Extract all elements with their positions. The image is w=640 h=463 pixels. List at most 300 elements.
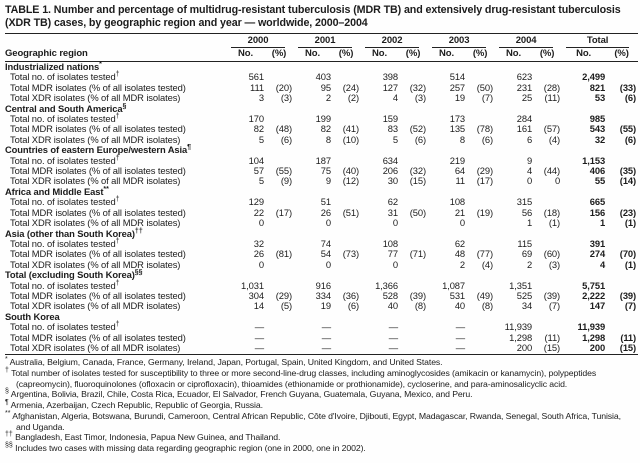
row-label: Total XDR isolates (% of all MDR isolates)	[10, 258, 181, 270]
value-cell: (70)	[619, 248, 637, 260]
value-cell: 95	[320, 81, 332, 93]
value-cell: (29)	[476, 165, 494, 177]
value-cell: —	[388, 331, 399, 343]
year-group-underline: 2004	[499, 35, 553, 48]
value-cell: (29)	[275, 289, 293, 301]
year-group-underline: 2002	[365, 35, 419, 48]
value-cell: 315	[516, 196, 533, 208]
value-cell: 514	[449, 71, 466, 83]
value-cell: (17)	[275, 206, 293, 218]
value-cell: (2)	[347, 92, 360, 104]
value-cell: (1)	[624, 258, 637, 270]
geographic-region-header: Geographic region	[5, 34, 227, 62]
value-cell: 406	[589, 165, 606, 177]
value-cell	[331, 333, 361, 343]
row-footnote-marker: †	[115, 196, 120, 204]
value-cell	[398, 322, 428, 332]
value-cell: (17)	[476, 175, 494, 187]
value-cell: 634	[382, 154, 399, 166]
value-cell: 77	[387, 248, 399, 260]
value-cell: (4)	[481, 258, 494, 270]
value-cell: (7)	[624, 300, 637, 312]
value-cell: (52)	[409, 123, 427, 135]
region-footnote-marker: §§	[134, 269, 143, 276]
value-cell: 173	[449, 113, 466, 125]
value-cell: —	[294, 343, 331, 355]
value-cell: 56	[521, 206, 533, 218]
value-cell: 25	[521, 92, 533, 104]
value-cell: 2	[459, 258, 466, 270]
footnote	[5, 411, 635, 432]
value-cell: (73)	[342, 248, 360, 260]
value-cell: (20)	[275, 81, 293, 93]
row-label: Total XDR isolates (% of all MDR isolates)	[10, 300, 181, 312]
value-cell: (33)	[619, 81, 637, 93]
footnote-marker: §§	[5, 442, 13, 450]
value-cell: 821	[589, 81, 606, 93]
value-cell: (3)	[414, 92, 427, 104]
value-cell: (7)	[481, 92, 494, 104]
value-cell: (1)	[624, 217, 637, 229]
value-cell: 5	[258, 133, 264, 145]
year-group-underline: Total	[566, 35, 629, 48]
value-cell: 8	[325, 133, 332, 145]
value-cell: (55)	[619, 123, 637, 135]
value-cell	[264, 343, 294, 355]
value-cell: (39)	[409, 289, 427, 301]
value-cell: (15)	[605, 343, 638, 355]
value-cell: 26	[253, 248, 264, 260]
footnote	[5, 432, 635, 443]
value-cell	[465, 333, 495, 343]
row-label: Total no. of isolates tested	[10, 154, 116, 166]
row-footnote-marker: †	[115, 237, 120, 245]
value-cell: (5)	[280, 300, 293, 312]
value-cell: (11)	[544, 92, 561, 104]
footnote-marker: **	[5, 410, 11, 417]
value-cell: 1	[526, 217, 533, 229]
value-cell: (48)	[275, 123, 293, 135]
row-label: Total XDR isolates (% of all MDR isolates)	[10, 133, 181, 145]
region-name: South Korea	[5, 310, 60, 322]
region-footnote-marker: *	[99, 60, 102, 68]
row-label: Total no. of isolates tested	[10, 71, 116, 83]
value-cell	[398, 333, 428, 343]
value-cell: 21	[454, 206, 466, 218]
value-cell: 69	[521, 248, 533, 260]
value-cell: (1)	[548, 217, 561, 229]
subheader-no: No.	[562, 48, 605, 62]
subheader-no: No.	[361, 48, 398, 62]
value-cell: 304	[248, 289, 264, 301]
value-cell	[264, 322, 294, 332]
value-cell: 75	[320, 165, 332, 177]
subheader-pct: (%)	[398, 48, 428, 62]
value-cell	[331, 322, 361, 332]
value-cell: (51)	[342, 206, 360, 218]
value-cell: 4	[526, 165, 533, 177]
value-cell: 257	[449, 81, 466, 93]
value-cell: 2	[325, 92, 332, 104]
value-cell: 1,351	[509, 279, 533, 291]
value-cell: 1,153	[582, 154, 606, 166]
value-cell: (39)	[543, 289, 561, 301]
value-cell: 127	[382, 81, 399, 93]
mdr-xdr-table	[5, 33, 638, 355]
value-cell	[398, 343, 428, 355]
row-footnote-marker: †	[115, 321, 120, 329]
value-cell: 147	[589, 300, 606, 312]
value-cell: —	[254, 321, 264, 333]
value-cell: 40	[454, 300, 466, 312]
value-cell: 0	[392, 258, 399, 270]
value-cell: (40)	[342, 165, 360, 177]
value-cell: 51	[320, 196, 332, 208]
region-name: Africa and Middle East	[5, 185, 104, 197]
region-name: Central and South America	[5, 102, 123, 114]
value-cell: 11,939	[504, 321, 533, 333]
value-cell: 219	[449, 154, 466, 166]
value-cell: 54	[320, 248, 332, 260]
value-cell: 2,222	[582, 289, 606, 301]
value-cell: (32)	[409, 165, 427, 177]
value-cell: 5	[392, 133, 399, 145]
value-cell: 108	[382, 237, 399, 249]
value-cell: (41)	[342, 123, 360, 135]
value-cell: (6)	[347, 300, 360, 312]
value-cell	[331, 218, 361, 228]
value-cell: (15)	[409, 175, 427, 187]
value-cell: —	[227, 343, 264, 355]
value-cell: (57)	[543, 123, 561, 135]
footnote-marker: ¶	[5, 399, 9, 407]
value-cell: 1	[599, 217, 606, 229]
value-cell: 0	[325, 258, 332, 270]
value-cell: (15)	[532, 343, 562, 355]
value-cell: 170	[248, 113, 264, 125]
value-cell: 161	[516, 123, 533, 135]
value-cell	[465, 343, 495, 355]
value-cell: 14	[253, 300, 264, 312]
value-cell: 0	[526, 175, 533, 187]
value-cell: 108	[449, 196, 466, 208]
value-cell: 543	[589, 123, 606, 135]
value-cell: 32	[594, 133, 606, 145]
row-label: Total no. of isolates tested	[10, 196, 116, 208]
value-cell	[398, 218, 428, 228]
year-group-underline: 2003	[432, 35, 486, 48]
value-cell: 3	[258, 92, 264, 104]
row-label: Total MDR isolates (% of all isolates tested)	[10, 289, 186, 301]
footnote-marker: *	[5, 356, 8, 364]
year-group-underline: 2000	[231, 35, 285, 48]
subheader-pct: (%)	[331, 48, 361, 62]
value-cell: 1,031	[241, 279, 264, 291]
region-name: Industrialized nations	[5, 61, 100, 72]
value-cell: 32	[253, 237, 264, 249]
value-cell: 0	[325, 217, 332, 229]
value-cell: 199	[315, 113, 332, 125]
value-cell: (9)	[280, 175, 293, 187]
value-cell: (11)	[620, 331, 637, 343]
value-cell: (18)	[543, 206, 561, 218]
row-label: Total no. of isolates tested	[10, 237, 116, 249]
row-footnote-marker: †	[115, 112, 120, 120]
value-cell: (6)	[624, 133, 637, 145]
value-cell: 561	[248, 71, 264, 83]
row-label: Total MDR isolates (% of all isolates tested)	[10, 206, 186, 218]
footnote	[5, 368, 635, 389]
region-name: Countries of eastern Europe/western Asia	[5, 144, 188, 156]
value-cell: (7)	[548, 300, 561, 312]
value-cell	[264, 333, 294, 343]
value-cell	[264, 218, 294, 228]
value-cell: 2,499	[582, 71, 606, 83]
value-cell: (6)	[624, 92, 637, 104]
footnote-marker: ††	[5, 431, 13, 439]
table-body	[5, 62, 638, 355]
value-cell: (3)	[280, 92, 293, 104]
value-cell: 22	[253, 206, 264, 218]
subheader-no: No.	[227, 48, 264, 62]
value-cell: 284	[516, 113, 533, 125]
value-cell	[465, 218, 495, 228]
value-cell: —	[455, 321, 466, 333]
value-cell: 4	[392, 92, 399, 104]
value-cell: (49)	[476, 289, 494, 301]
year-group-header	[294, 34, 361, 49]
value-cell	[398, 260, 428, 270]
value-cell: 398	[382, 71, 399, 83]
value-cell: 5,751	[582, 279, 606, 291]
value-cell: 62	[387, 196, 399, 208]
value-cell: —	[254, 331, 264, 343]
region-name: Total (excluding South Korea)	[5, 269, 135, 281]
footnotes-section	[5, 357, 635, 453]
value-cell: 1,298	[582, 331, 606, 343]
value-cell: 11	[455, 175, 466, 187]
value-cell: 159	[382, 113, 399, 125]
value-cell: (36)	[342, 289, 360, 301]
subheader-no: No.	[495, 48, 532, 62]
value-cell: 2	[526, 258, 533, 270]
value-cell: 403	[315, 71, 332, 83]
value-cell: —	[455, 331, 466, 343]
value-cell: 19	[320, 300, 332, 312]
region-footnote-marker: §	[122, 102, 127, 110]
value-cell	[465, 322, 495, 332]
value-cell	[331, 343, 361, 355]
value-cell: 525	[516, 289, 533, 301]
footnote-marker: †	[5, 367, 9, 375]
value-cell: 30	[387, 175, 399, 187]
year-group-header	[361, 34, 428, 49]
value-cell: 1,087	[442, 279, 466, 291]
value-cell: (14)	[619, 175, 637, 187]
subheader-pct: (%)	[605, 48, 638, 62]
footnote	[5, 400, 635, 411]
value-cell: 82	[253, 123, 264, 135]
value-cell: (24)	[342, 81, 360, 93]
value-cell: 31	[387, 206, 399, 218]
value-cell: 48	[454, 248, 466, 260]
value-cell: 274	[589, 248, 606, 260]
year-header-row	[5, 34, 638, 49]
footnote	[5, 443, 635, 454]
value-cell: 391	[589, 237, 606, 249]
value-cell: 19	[454, 92, 466, 104]
value-cell: 531	[449, 289, 466, 301]
value-cell: —	[321, 321, 332, 333]
value-cell: (6)	[414, 133, 427, 145]
value-cell: 916	[315, 279, 332, 291]
footnote-text: Includes two cases with missing data regarding geographic region (one in 2000, one in 2002).	[15, 443, 366, 453]
footnote-text: Argentina, Bolivia, Brazil, Chile, Costa Rica, Ecuador, El Salvador, French Guyana, Guatemala, Guyana, Mexico, and Peru.	[10, 389, 473, 400]
value-cell: 111	[250, 81, 264, 93]
value-cell: 985	[589, 113, 606, 125]
value-cell: 34	[521, 300, 533, 312]
data-row	[5, 301, 638, 311]
value-cell: (55)	[275, 165, 293, 177]
value-cell: 231	[516, 81, 533, 93]
year-group-underline: 2001	[298, 35, 352, 48]
value-cell: 0	[459, 217, 466, 229]
row-label: Total XDR isolates (% of all MDR isolates)	[10, 217, 181, 229]
value-cell: 200	[562, 343, 605, 355]
row-footnote-marker: †	[115, 71, 120, 79]
value-cell: —	[428, 343, 465, 355]
row-label: Total no. of isolates tested	[10, 321, 116, 333]
value-cell: 82	[320, 123, 332, 135]
footnote-text: Afghanistan, Algeria, Botswana, Burundi, Cameroon, Central African Republic, Côte d'Ivoire, Djibouti, Egypt, Madagascar, Rwanda, Senegal, South Africa, Tunisia, and Uganda.	[12, 410, 621, 432]
value-cell: —	[321, 331, 332, 343]
footnote-text: Total number of isolates tested for susceptibility to three or more second-line-drug classes, including aminoglycosides (amikacin or kanamycin), polypeptides (capreomycin), fluoroquinolones (ofloxacin or ciprofloxacin), thioamides (ethionamide or prothionamide), cycloserine, and para-aminosalicyclic acid.	[11, 368, 597, 389]
value-cell: 115	[517, 237, 533, 249]
value-cell: 64	[454, 165, 466, 177]
footnote-marker: §	[5, 388, 9, 396]
value-cell: (12)	[342, 175, 360, 187]
row-label: Total MDR isolates (% of all isolates tested)	[10, 331, 186, 343]
region-name: Asia (other than South Korea)	[5, 227, 135, 239]
value-cell: —	[361, 343, 398, 355]
value-cell: 129	[248, 196, 264, 208]
value-cell: 26	[320, 206, 332, 218]
value-cell: (50)	[476, 81, 494, 93]
value-cell	[331, 260, 361, 270]
table-header	[5, 34, 638, 62]
row-label-cell	[5, 343, 227, 355]
value-cell: (81)	[275, 248, 293, 260]
subheader-pct: (%)	[532, 48, 562, 62]
region-footnote-marker: **	[103, 185, 109, 193]
region-footnote-marker: ††	[134, 227, 143, 235]
value-cell: (28)	[543, 81, 561, 93]
value-cell: 528	[382, 289, 399, 301]
value-cell: (60)	[543, 248, 561, 260]
value-cell: 1,298	[509, 331, 533, 343]
value-cell: 9	[526, 154, 533, 166]
year-group-header	[428, 34, 495, 49]
footnote-text: Australia, Belgium, Canada, France, Germany, Ireland, Japan, Portugal, Spain, United Kingdom, and United States.	[9, 357, 443, 368]
value-cell: 57	[253, 165, 264, 177]
value-cell: (32)	[409, 81, 427, 93]
value-cell: (50)	[409, 206, 427, 218]
value-cell: 135	[449, 123, 466, 135]
value-cell: 8	[459, 133, 466, 145]
value-cell: 40	[387, 300, 399, 312]
value-cell: 74	[320, 237, 332, 249]
value-cell: (78)	[476, 123, 494, 135]
value-cell: —	[388, 321, 399, 333]
subheader-no: No.	[294, 48, 331, 62]
row-label: Total MDR isolates (% of all isolates tested)	[10, 165, 186, 177]
value-cell: 334	[315, 289, 332, 301]
value-cell: 0	[258, 217, 264, 229]
value-cell: 53	[594, 92, 606, 104]
value-cell: 0	[392, 217, 399, 229]
row-label: Total no. of isolates tested	[10, 279, 116, 291]
value-cell: (6)	[280, 133, 293, 145]
value-cell: 11,939	[577, 321, 606, 333]
value-cell: (10)	[342, 133, 360, 145]
value-cell: (44)	[543, 165, 561, 177]
value-cell: 623	[516, 71, 533, 83]
value-cell: 62	[454, 237, 466, 249]
value-cell: 104	[248, 154, 264, 166]
row-label: Total no. of isolates tested	[10, 113, 116, 125]
value-cell	[605, 322, 638, 332]
value-cell: (23)	[619, 206, 637, 218]
table-title: TABLE 1. Number and percentage of multidrug-resistant tuberculosis (MDR TB) and extensively drug-resistant tuberculosis (XDR TB) cases, by geographic region and year — worldwide, 2000–2004	[5, 4, 621, 29]
row-label: Total MDR isolates (% of all isolates tested)	[10, 81, 186, 93]
row-label: Total MDR isolates (% of all isolates tested)	[10, 123, 186, 135]
footnote-text: Armenia, Azerbaijan, Czech Republic, Republic of Georgia, Russia.	[10, 400, 263, 411]
value-cell: (6)	[481, 133, 494, 145]
value-cell: 187	[315, 154, 332, 166]
row-label: Total XDR isolates (% of all MDR isolates)	[10, 92, 181, 104]
value-cell	[532, 322, 562, 332]
value-cell: (8)	[481, 300, 494, 312]
value-cell: (77)	[476, 248, 494, 260]
value-cell: 5	[258, 175, 264, 187]
value-cell: (8)	[414, 300, 427, 312]
footnote	[5, 389, 635, 400]
value-cell	[264, 260, 294, 270]
year-group-header	[227, 34, 294, 49]
row-label: Total MDR isolates (% of all isolates tested)	[10, 248, 186, 260]
value-cell: 1,366	[375, 279, 399, 291]
value-cell: (4)	[548, 133, 561, 145]
footnote	[5, 357, 635, 368]
value-cell: 206	[382, 165, 399, 177]
footnote-text: Bangladesh, East Timor, Indonesia, Papua New Guinea, and Thailand.	[15, 432, 281, 443]
region-footnote-marker: ¶	[187, 144, 192, 152]
subheader-pct: (%)	[264, 48, 294, 62]
value-cell: (71)	[409, 248, 427, 260]
value-cell: 0	[258, 258, 264, 270]
value-cell: 55	[594, 175, 606, 187]
value-cell: 665	[589, 196, 606, 208]
row-footnote-marker: †	[115, 154, 120, 162]
row-footnote-marker: †	[115, 279, 120, 287]
value-cell: 9	[325, 175, 332, 187]
value-cell: 83	[387, 123, 399, 135]
year-group-header	[495, 34, 562, 49]
value-cell: (3)	[548, 258, 561, 270]
year-group-header	[562, 34, 638, 49]
value-cell: (11)	[544, 331, 561, 343]
row-label: Total XDR isolates (% of all MDR isolates)	[10, 341, 181, 353]
